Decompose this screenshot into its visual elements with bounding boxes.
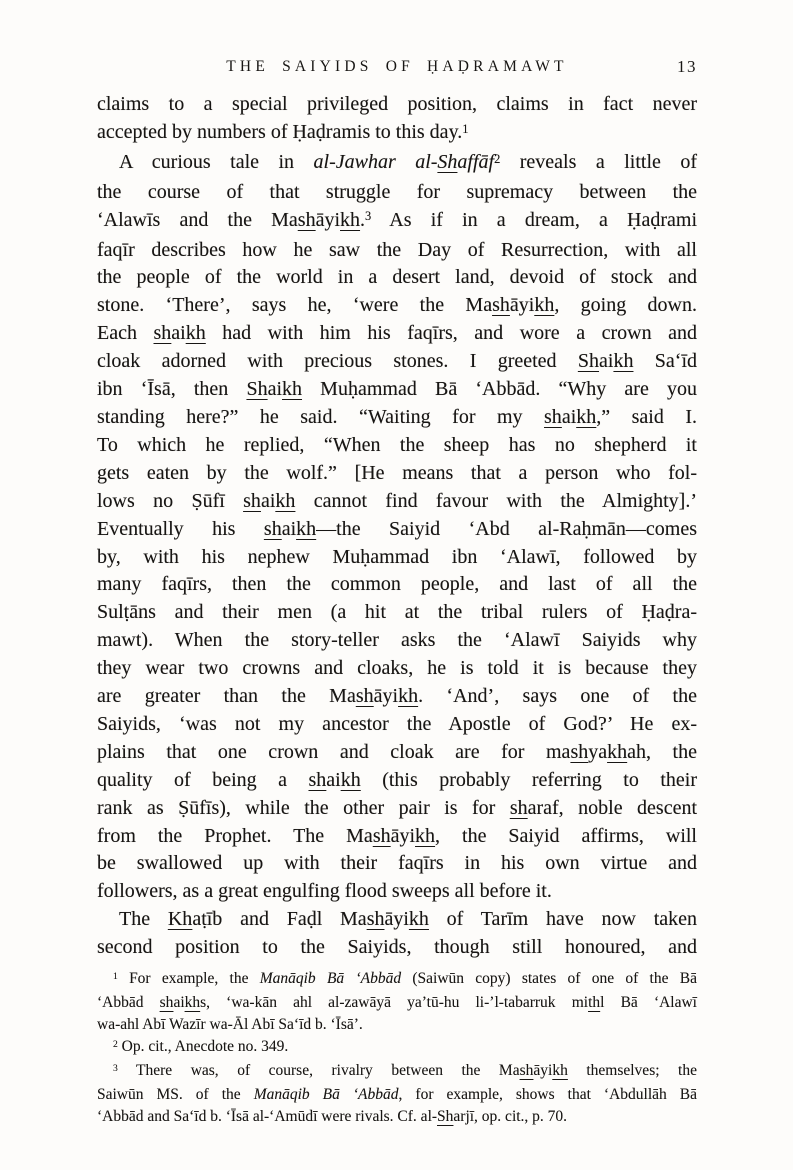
text-run: . ‘And’, says one of the	[418, 685, 697, 708]
text-run: Sh	[437, 1108, 454, 1126]
text-run: Muḥammad Bā ‘Abbād. “Why are you	[302, 378, 697, 401]
text-run: kh	[185, 322, 206, 345]
body-text	[97, 91, 697, 962]
text-line	[97, 460, 697, 488]
text-run: sh	[519, 1062, 534, 1080]
text-run: second position to the Saiyids, though still honoured, and	[97, 936, 697, 959]
text-run: by, with his nephew Muḥammad ibn ‘Alawī, followed by	[97, 545, 697, 568]
text-line	[97, 488, 697, 516]
text-run: l Bā ‘Alawī	[600, 994, 697, 1012]
text-line	[97, 823, 697, 851]
footnote-ref: 1	[113, 971, 118, 983]
text-line	[97, 149, 697, 179]
footnote-ref: 1	[462, 121, 469, 136]
text-run: ai	[171, 322, 186, 345]
text-run: , the Saiyid affirms, will	[435, 824, 697, 847]
text-run: āyi	[373, 685, 399, 708]
text-line	[97, 207, 697, 237]
text-run: kh	[398, 685, 419, 708]
text-run: sh	[243, 489, 261, 512]
page-header	[97, 58, 697, 78]
text-run: al-Jawhar al-	[313, 150, 438, 173]
text-run: ,” said I.	[596, 405, 697, 428]
text-run: sh	[355, 685, 374, 708]
text-run: they wear two crowns and cloaks, he is told it is because they	[97, 657, 697, 680]
text-run: reveals a little of	[500, 150, 697, 173]
text-run: standing here?” he said. “Waiting for my	[97, 405, 545, 428]
text-run: Manāqib Bā ‘Abbād	[259, 970, 402, 988]
text-run: The	[119, 908, 168, 931]
text-run: kh	[534, 294, 555, 317]
text-line	[97, 91, 697, 119]
text-run: stone. ‘There’, says he, ‘were the Ma	[97, 294, 493, 317]
text-run: sh	[509, 796, 528, 819]
text-run: Sh	[577, 350, 600, 373]
text-run: Sh	[437, 150, 458, 173]
text-run: sh	[372, 824, 391, 847]
text-run: āyi	[509, 294, 535, 317]
text-run: Manāqib Bā ‘Abbād	[253, 1086, 399, 1104]
page-number: 13	[677, 57, 697, 76]
text-run: quality of being a	[97, 768, 309, 791]
text-run: sh	[570, 740, 589, 763]
text-run: arjī, op. cit., p. 70.	[453, 1108, 568, 1126]
text-run: faqīr describes how he saw the Day of Resurrection, with all	[97, 238, 697, 261]
text-run: Op. cit., Anecdote no. 349.	[117, 1038, 289, 1056]
text-run: For example, the	[117, 970, 260, 988]
text-run: ibn ‘Īsā, then	[97, 378, 247, 401]
text-line	[97, 404, 697, 432]
text-run: ai	[281, 517, 297, 540]
text-run: kh	[296, 517, 317, 540]
text-run: th	[588, 994, 601, 1012]
text-run: ai	[561, 405, 577, 428]
text-run: sh	[297, 208, 316, 231]
text-line	[97, 599, 697, 627]
text-run: kh	[340, 208, 361, 231]
text-run: ‘Abbād and Sa‘īd b. ‘Īsā al-‘Amūdī were rivals. Cf. al-	[97, 1108, 438, 1126]
text-run: from the Prophet. The Ma	[97, 824, 373, 847]
text-run: sh	[544, 405, 562, 428]
text-run: gets eaten by the wolf.” [He means that a person who fol-	[97, 461, 697, 484]
text-run: , going down.	[554, 294, 697, 317]
footnote-ref: 2	[113, 1039, 118, 1051]
text-run: Each	[97, 322, 154, 345]
text-run: sh	[308, 768, 327, 791]
text-run: kh	[576, 405, 597, 428]
text-run: kh	[607, 740, 628, 763]
text-run: kh	[415, 824, 436, 847]
text-run: s, ‘wa-kān ahl al-zawāyā ya’tū-hu li-’l-tabarruk mi	[200, 994, 589, 1012]
text-run: are greater than the Ma	[97, 685, 356, 708]
text-line	[97, 1060, 697, 1084]
text-run: kh	[184, 994, 201, 1012]
text-line	[97, 119, 697, 149]
text-line	[97, 655, 697, 683]
text-line	[97, 179, 697, 207]
text-line	[97, 516, 697, 544]
text-run: (Saiwūn copy) states of one of the Bā	[401, 970, 697, 988]
text-run: Sh	[246, 378, 268, 401]
text-run: There was, of course, rivalry between the Ma	[117, 1062, 520, 1080]
text-run: kh	[408, 908, 429, 931]
text-run: many faqīrs, then the common people, and last of all the	[97, 573, 697, 596]
text-run: sh	[153, 322, 172, 345]
text-line	[97, 292, 697, 320]
text-run: the course of that struggle for supremacy between the	[97, 180, 697, 203]
text-line	[97, 627, 697, 655]
text-run: wa-ahl Abī Wazīr wa-Āl Abī Sa‘īd b. ‘Īsā’.	[97, 1016, 363, 1034]
text-line	[97, 767, 697, 795]
text-run: A curious tale in	[119, 150, 314, 173]
text-line	[97, 348, 697, 376]
text-line	[97, 739, 697, 767]
text-line	[97, 968, 697, 992]
text-line	[97, 376, 697, 404]
text-run: .	[360, 208, 366, 231]
footnote-2	[97, 1036, 697, 1060]
text-line	[97, 264, 697, 292]
text-run: ‘Abbād	[97, 994, 160, 1012]
text-run: —the Saiyid ‘Abd al-Raḥmān—comes	[316, 517, 697, 540]
text-run: plains that one crown and cloak are for ma	[97, 740, 571, 763]
text-run: cannot find favour with the Almighty].’	[295, 489, 697, 512]
footnote-ref: 3	[365, 209, 372, 224]
text-run: sh	[159, 994, 174, 1012]
text-run: kh	[275, 489, 296, 512]
text-run: Eventually his	[97, 517, 264, 540]
text-column	[97, 58, 697, 1128]
text-run: kh	[282, 378, 303, 401]
text-run: ya	[588, 740, 608, 763]
text-line	[97, 320, 697, 348]
text-line	[97, 683, 697, 711]
text-run: Sulṭāns and their men (a hit at the tribal rulers of Ḥaḍra-	[97, 601, 697, 624]
footnote-ref: 3	[113, 1063, 118, 1075]
text-run: ‘Alawīs and the Ma	[97, 208, 298, 231]
text-run: sh	[492, 294, 510, 317]
footnote-3	[97, 1060, 697, 1128]
text-run: āyi	[390, 824, 416, 847]
text-run: ai	[173, 994, 185, 1012]
text-run: kh	[552, 1062, 568, 1080]
text-run: themselves; the	[567, 1062, 697, 1080]
text-line	[97, 1106, 697, 1128]
text-line	[97, 237, 697, 265]
text-run: Sa‘īd	[633, 350, 698, 373]
text-run: had with him his faqīrs, and wore a crown and	[205, 322, 697, 345]
text-run: Saiyids, ‘was not my ancestor the Apostle of God?’ He ex-	[97, 712, 697, 735]
text-run: lows no Ṣūfī	[97, 489, 244, 512]
text-run: accepted by numbers of Ḥaḍramis to this day.	[97, 120, 463, 143]
text-run: the people of the world in a desert land, devoid of stock and	[97, 266, 697, 289]
text-line	[97, 711, 697, 739]
text-run: āyi	[533, 1062, 553, 1080]
text-line	[97, 850, 697, 878]
text-run: kh	[613, 350, 634, 373]
text-run: araf, noble descent	[527, 796, 697, 819]
text-line	[97, 1014, 697, 1036]
text-run: ai	[326, 768, 341, 791]
text-run: As if in a dream, a Ḥaḍrami	[371, 208, 697, 231]
text-line	[97, 544, 697, 572]
text-run: kh	[340, 768, 361, 791]
text-line	[97, 432, 697, 460]
footnotes	[97, 968, 697, 1128]
text-run: Saiwūn MS. of the	[97, 1086, 254, 1104]
text-line	[97, 934, 697, 962]
text-run: , for example, shows that ‘Abdullāh Bā	[398, 1086, 698, 1104]
running-title: THE SAIYIDS OF ḤAḌRAMAWT	[226, 58, 568, 75]
text-run: claims to a special privileged position, claims in fact never	[97, 93, 697, 115]
text-run: of Tarīm have now taken	[428, 908, 698, 931]
text-line	[97, 1084, 697, 1106]
footnote-1	[97, 968, 697, 1036]
text-run: Kh	[167, 908, 193, 931]
text-run: cloak adorned with precious stones. I greeted	[97, 350, 578, 373]
text-run: To which he replied, “When the sheep has no shepherd it	[97, 433, 697, 456]
text-run: sh	[366, 908, 385, 931]
text-line	[97, 992, 697, 1014]
paragraph-curious-tale	[97, 149, 697, 906]
text-run: be swallowed up with their faqīrs in his own virtue and	[97, 852, 697, 875]
text-run: rank as Ṣūfīs), while the other pair is for	[97, 796, 510, 819]
text-run: sh	[263, 517, 282, 540]
text-run: mawt). When the story-teller asks the ‘Alawī Saiyids why	[97, 629, 697, 652]
text-run: āyi	[315, 208, 341, 231]
text-run: affāf	[457, 150, 495, 173]
footnote-ref: 2	[494, 151, 501, 166]
text-run: ai	[267, 378, 283, 401]
text-run: followers, as a great engulfing flood sweeps all before it.	[97, 880, 552, 903]
text-run: (this probably referring to their	[360, 768, 697, 791]
text-line	[97, 795, 697, 823]
text-run: ai	[260, 489, 276, 512]
text-line	[97, 571, 697, 599]
text-run: ah, the	[627, 740, 697, 763]
paragraph-continuation	[97, 91, 697, 149]
paragraph-khatib	[97, 906, 697, 962]
text-line	[97, 1036, 697, 1060]
text-run: āyi	[384, 908, 409, 931]
text-line	[97, 878, 697, 906]
text-run: ai	[599, 350, 614, 373]
text-run: aṭīb and Faḍl Ma	[192, 908, 367, 931]
text-line	[97, 906, 697, 934]
